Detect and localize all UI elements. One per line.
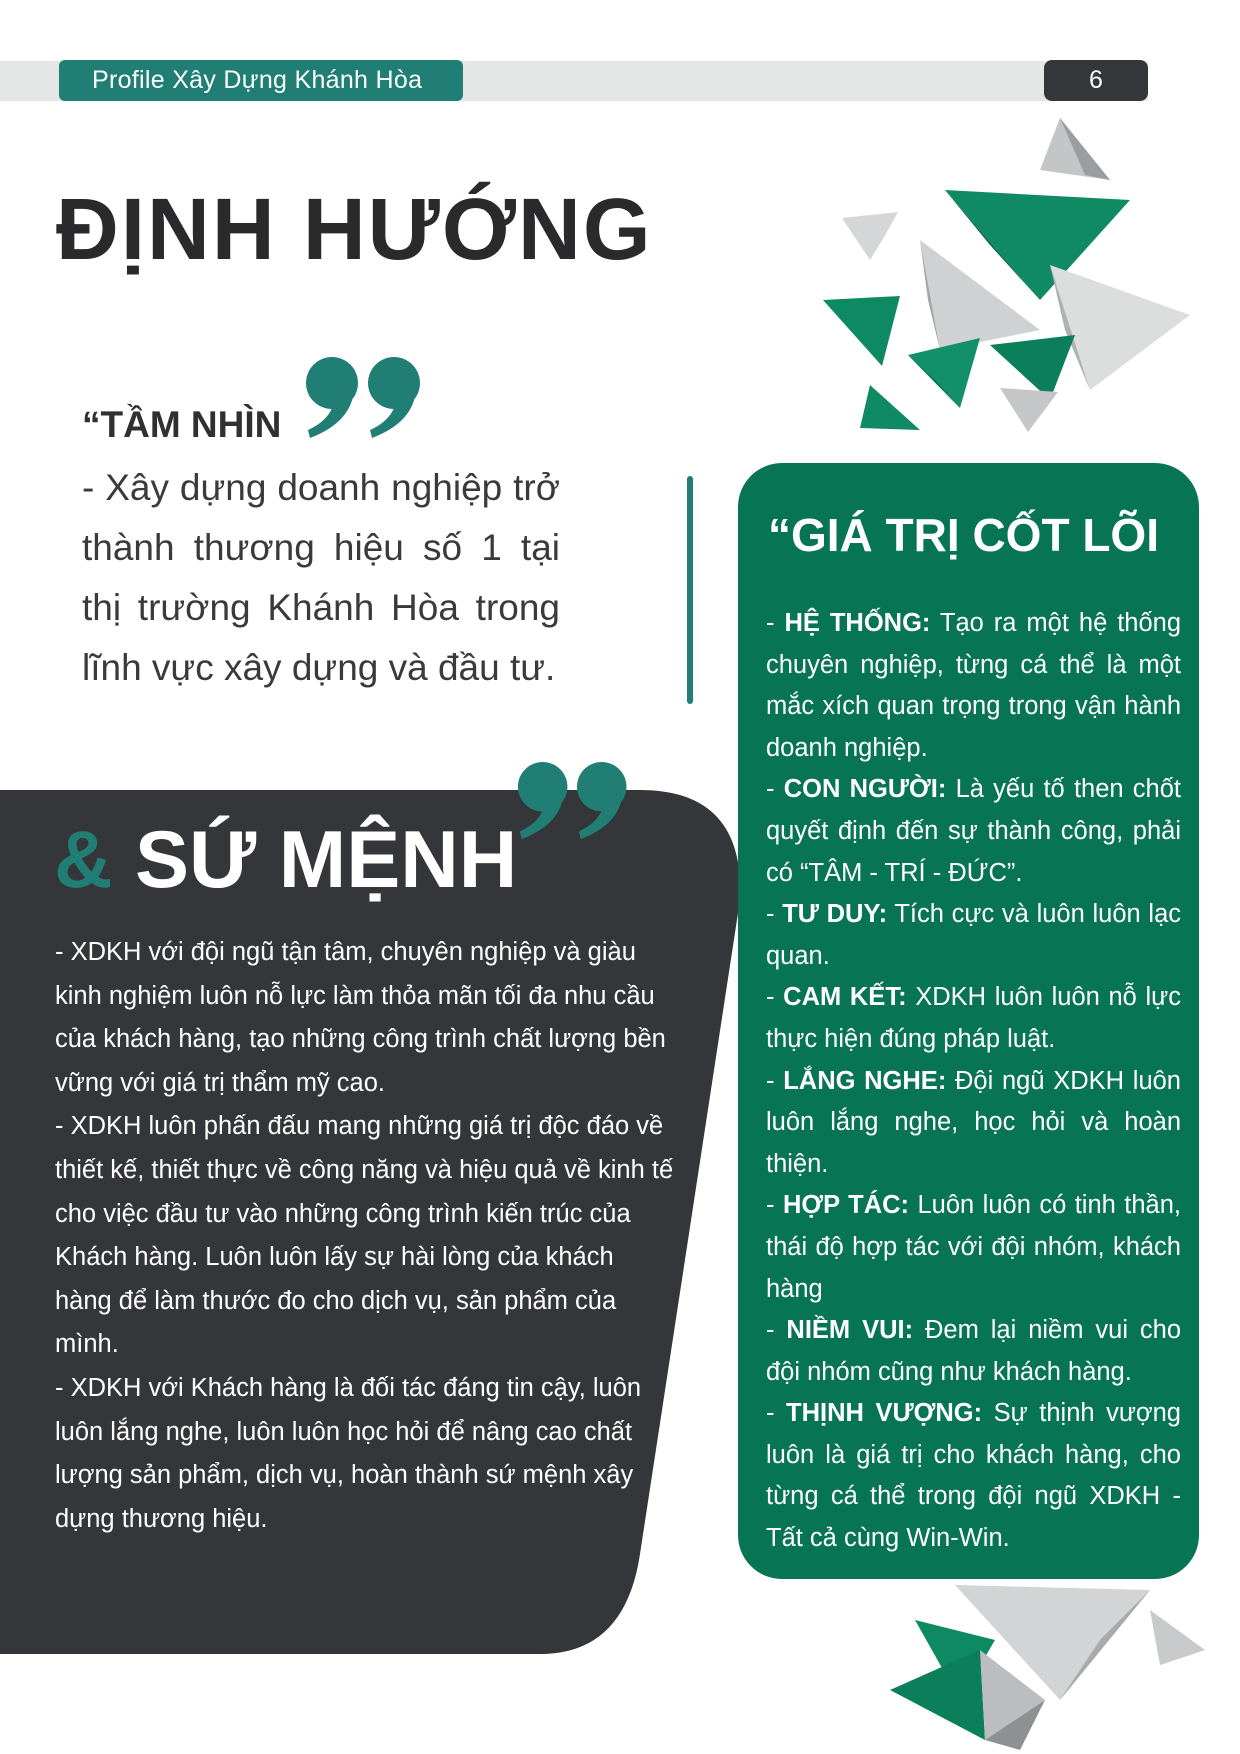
triangle-shape — [842, 212, 898, 260]
vision-heading: “TẦM NHÌN — [82, 404, 282, 445]
value-text: Đem lại niềm vui cho đội nhóm cũng như khách hàng. — [766, 1316, 1182, 1386]
triangle-shape — [823, 296, 900, 366]
triangle-shape — [1000, 388, 1058, 432]
value-label: CAM KẾT: — [783, 983, 907, 1012]
list-item: - NIỀM VUI: Đem lại niềm vui cho đội nhóm cũng như khách hàng. — [766, 1316, 1182, 1386]
value-text: Đội ngũ XDKH luôn luôn lắng nghe, học hỏi và hoàn thiện. — [766, 1066, 1181, 1178]
quote-icon — [516, 760, 636, 842]
quote-icon — [304, 356, 430, 440]
mission-paragraph: - XDKH với đội ngũ tận tâm, chuyên nghiệp và giàu kinh nghiệm luôn nỗ lực làm thỏa mãn tối đa nhu cầu của khách hàng, tạo những công trình chất lượng bền vững với giá trị thẩm mỹ cao. — [55, 938, 666, 1097]
page-title: ĐỊNH HƯỚNG — [56, 181, 653, 278]
list-item: - THỊNH VƯỢNG: Sự thịnh vượng luôn là giá trị cho khách hàng, cho từng cá thể trong đội ngũ XDKH - Tất cả cùng Win-Win. — [766, 1399, 1181, 1553]
mission-title: SỨ MỆNH — [135, 815, 518, 905]
list-item: - LẮNG NGHE: Đội ngũ XDKH luôn luôn lắng nghe, học hỏi và hoàn thiện. — [766, 1066, 1181, 1178]
decorative-triangles-top — [820, 110, 1220, 450]
mission-paragraph: - XDKH với Khách hàng là đối tác đáng tin cậy, luôn luôn lắng nghe, luôn luôn học hỏi để nâng cao chất lượng sản phẩm, dịch vụ, hoàn thành sứ mệnh xây dựng thương hiệu. — [55, 1373, 642, 1533]
list-item: - HỆ THỐNG: Tạo ra một hệ thống chuyên nghiệp, từng cá thể là một mắc xích quan trọng trong vận hành doanh nghiệp. — [766, 609, 1182, 762]
header-title: Profile Xây Dựng Khánh Hòa — [59, 60, 463, 101]
page-number: 6 — [1044, 60, 1148, 101]
ampersand: & — [54, 815, 113, 905]
mission-text — [55, 931, 675, 1541]
core-values-list — [766, 603, 1181, 1560]
value-label: TƯ DUY: — [782, 900, 888, 929]
value-label: HỢP TÁC: — [782, 1191, 910, 1220]
value-text: Tạo ra một hệ thống chuyên nghiệp, từng cá thể là một mắc xích quan trọng trong vận hành doanh nghiệp. — [766, 609, 1182, 762]
triangle-shape — [1150, 1610, 1205, 1665]
list-item: - CAM KẾT: XDKH luôn luôn nỗ lực thực hiện đúng pháp luật. — [766, 983, 1181, 1053]
triangle-shape — [860, 385, 920, 430]
list-item: - CON NGƯỜI: Là yếu tố then chốt quyết định đến sự thành công, phải có “TÂM - TRÍ - ĐỨC”. — [766, 775, 1182, 887]
value-text: XDKH luôn luôn nỗ lực thực hiện đúng pháp luật. — [766, 983, 1181, 1053]
mission-heading — [54, 815, 518, 905]
value-label: HỆ THỐNG: — [784, 609, 931, 637]
value-text: Luôn luôn có tinh thần, thái độ hợp tác với đội nhóm, khách hàng — [766, 1191, 1181, 1303]
vision-text: - Xây dựng doanh nghiệp trở thành thương hiệu số 1 tại thị trường Khánh Hòa trong lĩnh vực xây dựng và đầu tư. — [82, 467, 560, 688]
core-values-heading: “GIÁ TRỊ CỐT LÕI — [768, 509, 1159, 561]
list-item: - TƯ DUY: Tích cực và luôn luôn lạc quan. — [766, 900, 1181, 970]
vertical-divider — [687, 476, 693, 704]
value-label: THỊNH VƯỢNG: — [786, 1399, 983, 1428]
value-label: NIỀM VUI: — [786, 1316, 914, 1345]
triangle-shape — [1050, 265, 1190, 390]
value-text: Tích cực và luôn luôn lạc quan. — [766, 900, 1181, 970]
triangle-shape — [908, 338, 980, 408]
value-label: LẮNG NGHE: — [783, 1066, 947, 1095]
decorative-triangles-bottom — [880, 1570, 1220, 1754]
list-item: - HỢP TÁC: Luôn luôn có tinh thần, thái độ hợp tác với đội nhóm, khách hàng — [766, 1191, 1181, 1303]
triangle-shape — [890, 1650, 985, 1740]
mission-paragraph: - XDKH luôn phấn đấu mang những giá trị độc đáo về thiết kế, thiết thực về công năng và hiệu quả về kinh tế cho việc đầu tư vào những công trình kiến trúc của Khách hàng. Luôn luôn lấy sự hài lòng của khách hàng để làm thước đo cho dịch vụ, sản phẩm của mình. — [55, 1112, 674, 1359]
value-text: Là yếu tố then chốt quyết định đến sự thành công, phải có “TÂM - TRÍ - ĐỨC”. — [766, 775, 1182, 887]
value-label: CON NGƯỜI: — [783, 775, 947, 804]
value-text: Sự thịnh vượng luôn là giá trị cho khách hàng, cho từng cá thể trong đội ngũ XDKH - Tất cả cùng Win-Win. — [766, 1399, 1181, 1553]
